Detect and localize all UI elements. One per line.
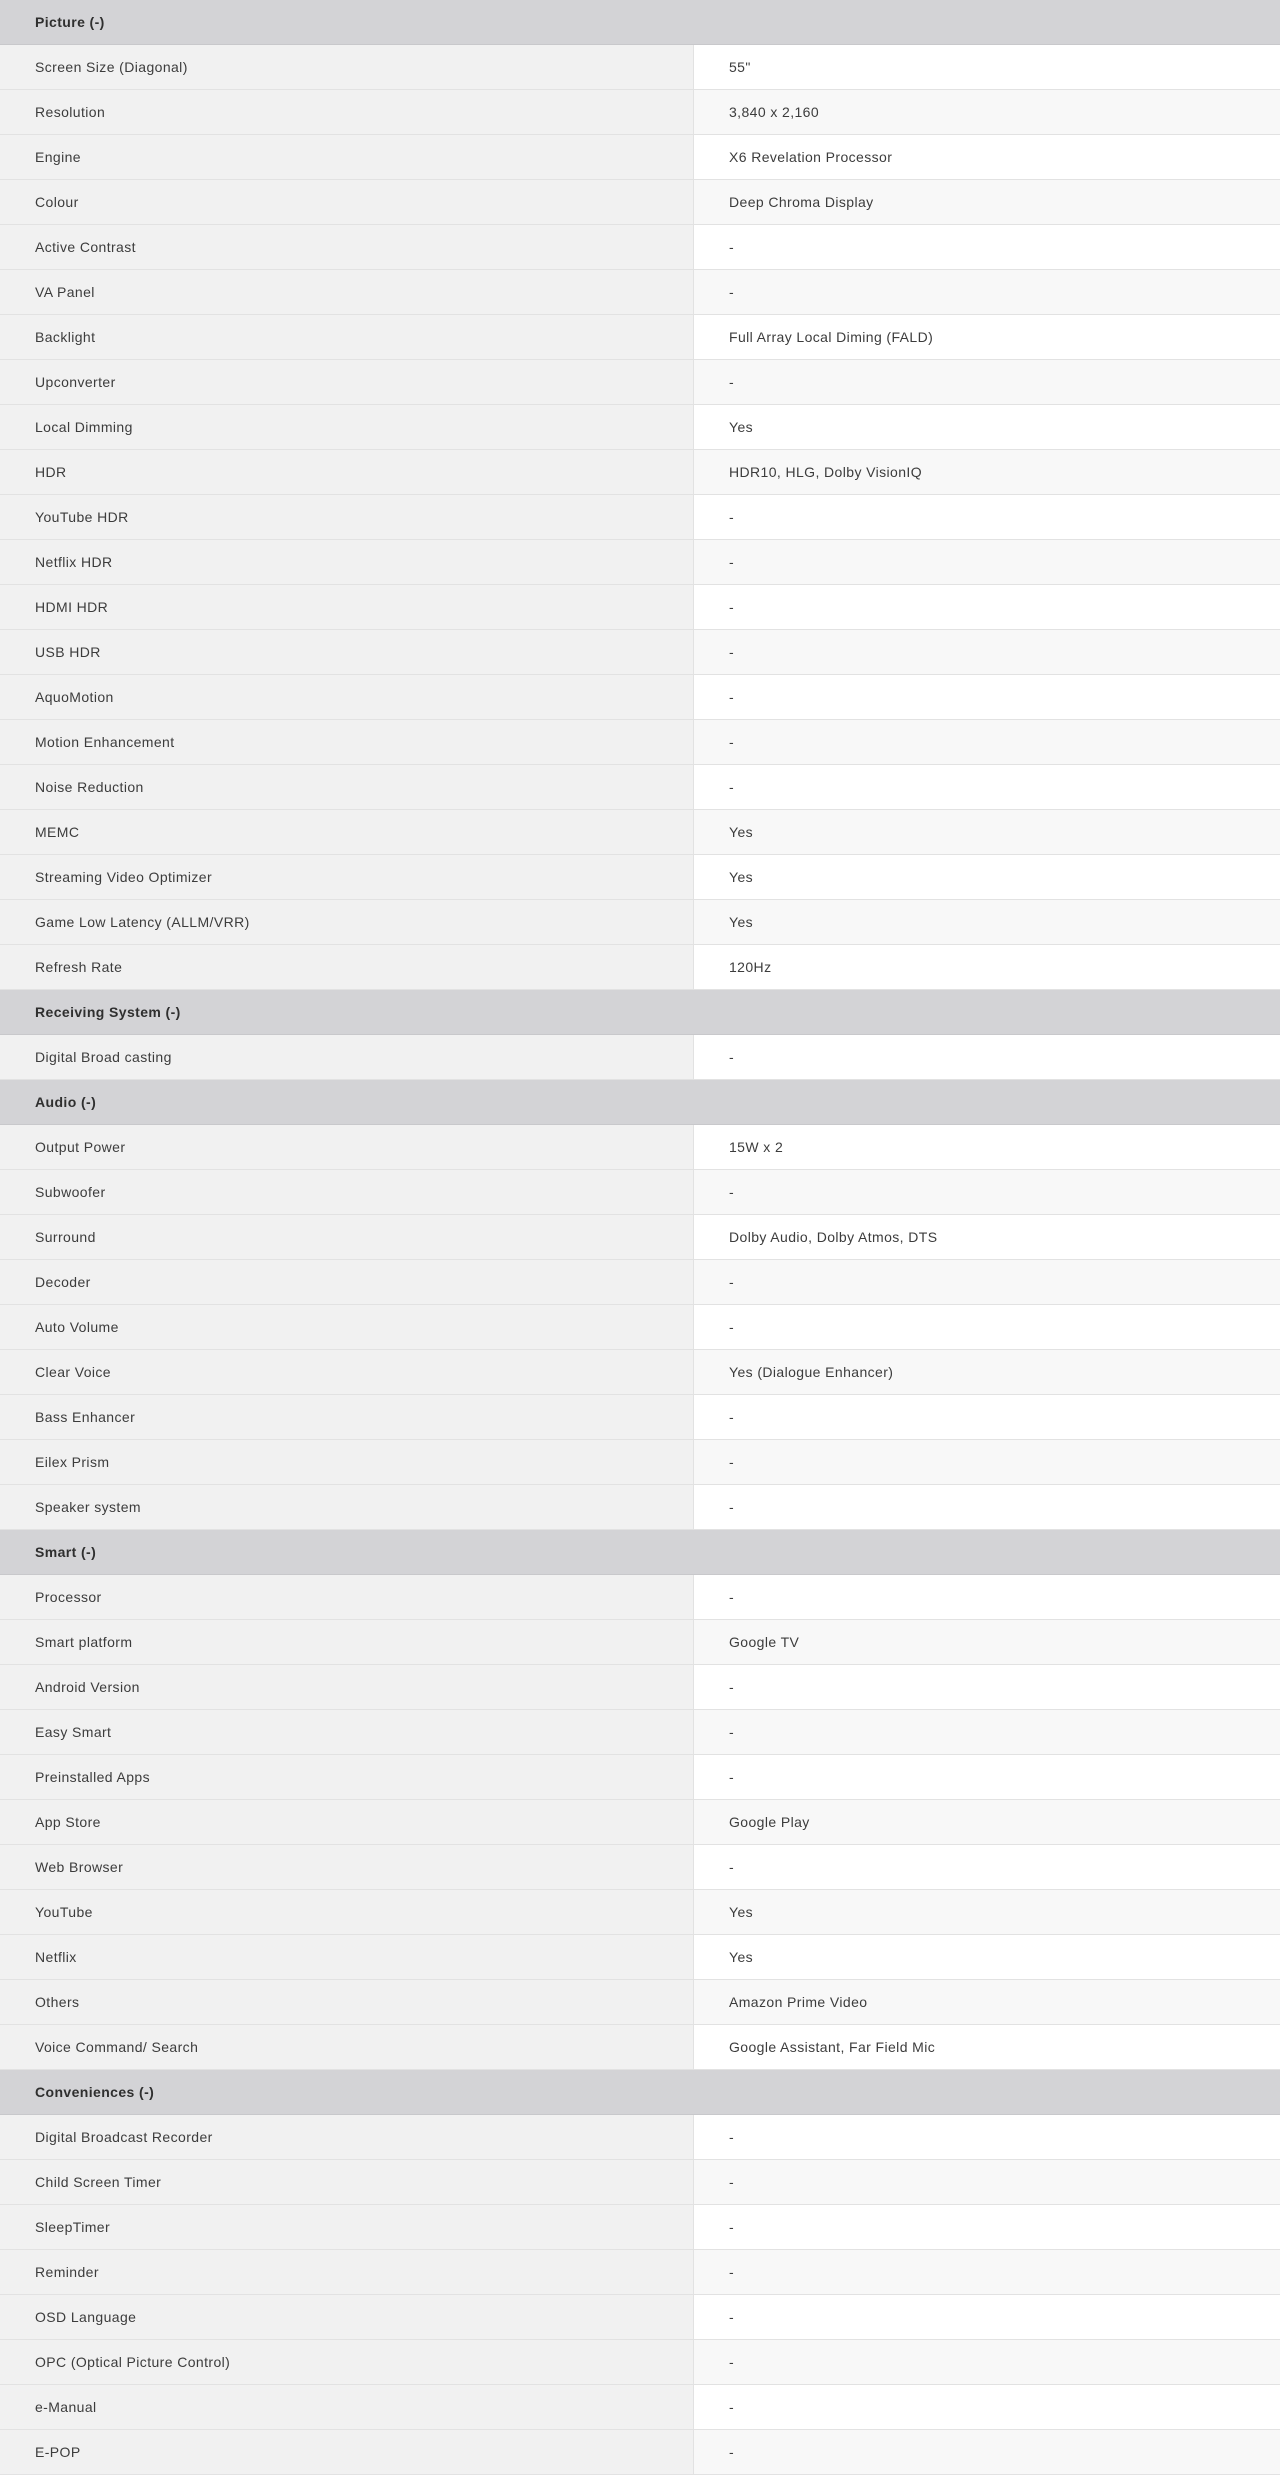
spec-row-youtube [0,1890,1280,1935]
spec-label: USB HDR [0,630,694,674]
spec-label: HDR [0,450,694,494]
spec-label: Backlight [0,315,694,359]
spec-value: 3,840 x 2,160 [694,90,1280,134]
spec-row-surround [0,1215,1280,1260]
spec-row-noise-reduction [0,765,1280,810]
spec-label: Others [0,1980,694,2024]
spec-label: Digital Broadcast Recorder [0,2115,694,2159]
section-header-smart[interactable]: Smart (-) [0,1530,1280,1575]
spec-row-engine [0,135,1280,180]
spec-value: - [694,720,1280,764]
spec-value: - [694,2115,1280,2159]
spec-row-colour [0,180,1280,225]
spec-row-memc [0,810,1280,855]
spec-label: Reminder [0,2250,694,2294]
spec-row-game-low-latency-allm-vrr [0,900,1280,945]
spec-label: Resolution [0,90,694,134]
spec-label: Upconverter [0,360,694,404]
spec-value: - [694,1170,1280,1214]
spec-row-subwoofer [0,1170,1280,1215]
spec-value: - [694,1845,1280,1889]
spec-row-digital-broadcast-recorder [0,2115,1280,2160]
section-header-audio[interactable]: Audio (-) [0,1080,1280,1125]
spec-row-output-power [0,1125,1280,1170]
spec-label: Streaming Video Optimizer [0,855,694,899]
spec-value: - [694,540,1280,584]
spec-label: Subwoofer [0,1170,694,1214]
spec-label: MEMC [0,810,694,854]
spec-value: Amazon Prime Video [694,1980,1280,2024]
spec-value: - [694,2430,1280,2474]
spec-row-hdr [0,450,1280,495]
spec-row-digital-broad-casting [0,1035,1280,1080]
spec-value: HDR10, HLG, Dolby VisionIQ [694,450,1280,494]
spec-label: Bass Enhancer [0,1395,694,1439]
spec-label: Colour [0,180,694,224]
spec-label: Auto Volume [0,1305,694,1349]
spec-value: - [694,1035,1280,1079]
spec-label: Easy Smart [0,1710,694,1754]
spec-label: Game Low Latency (ALLM/VRR) [0,900,694,944]
spec-label: Voice Command/ Search [0,2025,694,2069]
spec-label: Refresh Rate [0,945,694,989]
spec-row-android-version [0,1665,1280,1710]
spec-row-auto-volume [0,1305,1280,1350]
section-header-conveniences[interactable]: Conveniences (-) [0,2070,1280,2115]
spec-value: - [694,360,1280,404]
spec-label: e-Manual [0,2385,694,2429]
spec-row-preinstalled-apps [0,1755,1280,1800]
spec-label: Netflix [0,1935,694,1979]
spec-row-decoder [0,1260,1280,1305]
spec-row-refresh-rate [0,945,1280,990]
spec-row-screen-size-diagonal [0,45,1280,90]
spec-label: E-POP [0,2430,694,2474]
spec-label: OPC (Optical Picture Control) [0,2340,694,2384]
spec-row-e-pop [0,2430,1280,2475]
spec-value: - [694,1755,1280,1799]
spec-label: Output Power [0,1125,694,1169]
spec-label: Clear Voice [0,1350,694,1394]
spec-label: Child Screen Timer [0,2160,694,2204]
spec-label: VA Panel [0,270,694,314]
spec-row-speaker-system [0,1485,1280,1530]
spec-value: - [694,1575,1280,1619]
spec-value: - [694,1710,1280,1754]
spec-label: Preinstalled Apps [0,1755,694,1799]
spec-value: - [694,1395,1280,1439]
spec-row-smart-platform [0,1620,1280,1665]
spec-value: - [694,2250,1280,2294]
spec-value: - [694,2295,1280,2339]
spec-row-local-dimming [0,405,1280,450]
spec-label: Screen Size (Diagonal) [0,45,694,89]
spec-label: SleepTimer [0,2205,694,2249]
spec-label: Engine [0,135,694,179]
spec-label: Eilex Prism [0,1440,694,1484]
spec-value: - [694,1440,1280,1484]
spec-row-opc-optical-picture-control [0,2340,1280,2385]
spec-row-app-store [0,1800,1280,1845]
spec-row-e-manual [0,2385,1280,2430]
spec-value: - [694,225,1280,269]
spec-label: OSD Language [0,2295,694,2339]
spec-label: AquoMotion [0,675,694,719]
spec-label: Motion Enhancement [0,720,694,764]
spec-value: Yes (Dialogue Enhancer) [694,1350,1280,1394]
spec-label: Digital Broad casting [0,1035,694,1079]
spec-row-usb-hdr [0,630,1280,675]
spec-row-osd-language [0,2295,1280,2340]
spec-value: - [694,1260,1280,1304]
spec-row-netflix [0,1935,1280,1980]
spec-label: Noise Reduction [0,765,694,809]
spec-row-upconverter [0,360,1280,405]
spec-value: Google TV [694,1620,1280,1664]
spec-label: Web Browser [0,1845,694,1889]
spec-row-netflix-hdr [0,540,1280,585]
spec-label: App Store [0,1800,694,1844]
spec-label: Processor [0,1575,694,1619]
spec-label: Netflix HDR [0,540,694,584]
spec-value: X6 Revelation Processor [694,135,1280,179]
spec-row-voice-command-search [0,2025,1280,2070]
spec-row-hdmi-hdr [0,585,1280,630]
spec-label: Surround [0,1215,694,1259]
spec-value: - [694,495,1280,539]
spec-label: Smart platform [0,1620,694,1664]
spec-label: Local Dimming [0,405,694,449]
spec-value: Google Assistant, Far Field Mic [694,2025,1280,2069]
spec-value: Dolby Audio, Dolby Atmos, DTS [694,1215,1280,1259]
spec-label: Decoder [0,1260,694,1304]
spec-value: 55" [694,45,1280,89]
spec-value: - [694,1485,1280,1529]
spec-row-backlight [0,315,1280,360]
spec-value: - [694,2205,1280,2249]
spec-row-aquomotion [0,675,1280,720]
spec-row-clear-voice [0,1350,1280,1395]
spec-value: - [694,630,1280,674]
spec-row-easy-smart [0,1710,1280,1755]
spec-value: 120Hz [694,945,1280,989]
spec-value: - [694,675,1280,719]
spec-value: 15W x 2 [694,1125,1280,1169]
spec-label: Android Version [0,1665,694,1709]
spec-row-va-panel [0,270,1280,315]
spec-row-streaming-video-optimizer [0,855,1280,900]
spec-row-eilex-prism [0,1440,1280,1485]
spec-value: Full Array Local Diming (FALD) [694,315,1280,359]
spec-row-sleeptimer [0,2205,1280,2250]
spec-row-web-browser [0,1845,1280,1890]
section-header-receiving-system[interactable]: Receiving System (-) [0,990,1280,1035]
spec-label: YouTube [0,1890,694,1934]
spec-row-processor [0,1575,1280,1620]
spec-label: YouTube HDR [0,495,694,539]
section-header-picture[interactable]: Picture (-) [0,0,1280,45]
spec-value: - [694,2340,1280,2384]
spec-value: Yes [694,855,1280,899]
spec-value: - [694,585,1280,629]
spec-value: Google Play [694,1800,1280,1844]
spec-value: Yes [694,900,1280,944]
spec-row-motion-enhancement [0,720,1280,765]
spec-value: Yes [694,405,1280,449]
spec-value: Yes [694,1890,1280,1934]
spec-value: - [694,2160,1280,2204]
spec-row-resolution [0,90,1280,135]
spec-row-reminder [0,2250,1280,2295]
spec-row-bass-enhancer [0,1395,1280,1440]
spec-value: - [694,1305,1280,1349]
spec-row-child-screen-timer [0,2160,1280,2205]
spec-label: Active Contrast [0,225,694,269]
spec-value: - [694,2385,1280,2429]
spec-label: Speaker system [0,1485,694,1529]
spec-row-others [0,1980,1280,2025]
spec-label: HDMI HDR [0,585,694,629]
spec-value: Deep Chroma Display [694,180,1280,224]
spec-row-active-contrast [0,225,1280,270]
spec-value: Yes [694,1935,1280,1979]
spec-value: - [694,765,1280,809]
spec-row-youtube-hdr [0,495,1280,540]
spec-value: - [694,270,1280,314]
spec-value: Yes [694,810,1280,854]
spec-value: - [694,1665,1280,1709]
